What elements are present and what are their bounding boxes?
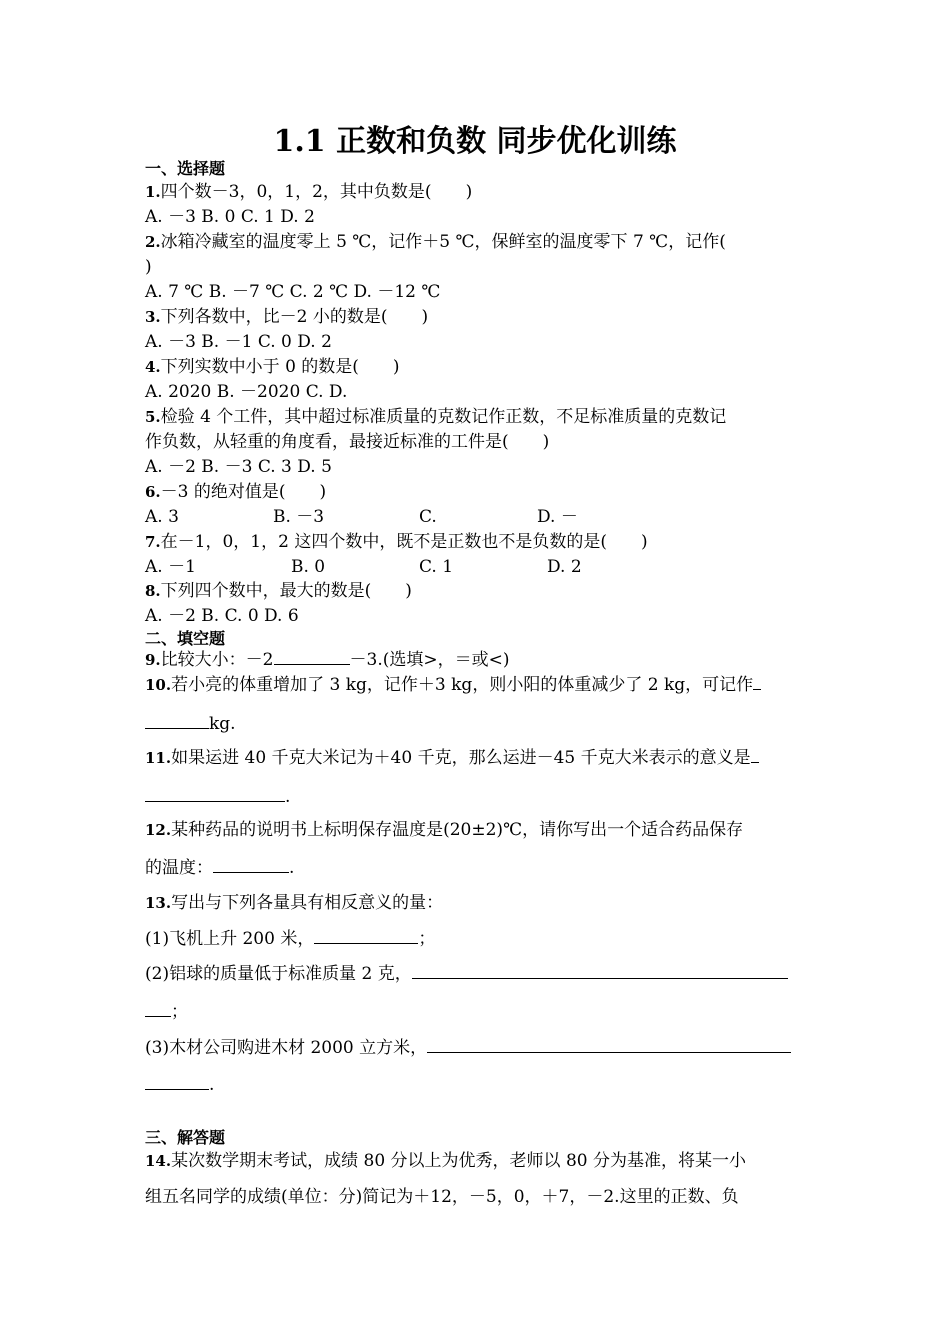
option-a: A. －1 xyxy=(145,557,196,577)
answer-blank[interactable] xyxy=(412,962,788,979)
question-text: 冰箱冷藏室的温度零上 5 ℃，记作＋5 ℃，保鲜室的温度零下 7 ℃，记作( xyxy=(160,232,726,252)
question-11 xyxy=(145,746,810,770)
question-12 xyxy=(145,818,810,842)
page-title: 1.1 正数和负数 同步优化训练 xyxy=(273,124,677,159)
answer-blank[interactable] xyxy=(753,673,761,690)
question-13-part-3-continued xyxy=(145,1073,810,1097)
question-number: 6. xyxy=(145,483,161,501)
question-1 xyxy=(145,180,810,204)
question-text: 检验 4 个工件，其中超过标准质量的克数记作正数，不足标准质量的克数记 xyxy=(160,407,727,427)
question-text: 下列四个数中，最大的数是( ) xyxy=(160,581,412,601)
question-13-part-2 xyxy=(145,962,810,986)
answer-blank[interactable] xyxy=(427,1036,791,1053)
question-13 xyxy=(145,891,810,915)
question-number: 10. xyxy=(145,676,172,694)
question-5 xyxy=(145,405,810,429)
option-a: A. 3 xyxy=(145,507,179,527)
question-6 xyxy=(145,480,810,504)
question-11-continued xyxy=(145,785,810,809)
end-punctuation: ； xyxy=(171,1002,188,1022)
question-text: 四个数－3，0，1，2，其中负数是( ) xyxy=(160,182,473,202)
question-8 xyxy=(145,579,810,603)
question-4 xyxy=(145,355,810,379)
answer-blank[interactable] xyxy=(213,856,289,873)
question-text-post: －3.(选填>，＝或<) xyxy=(349,650,510,670)
question-3-options: A. －3 B. －1 C. 0 D. 2 xyxy=(145,332,332,352)
question-2-continued: ) xyxy=(145,257,152,277)
part-text: (2)铝球的质量低于标准质量 2 克， xyxy=(145,964,412,984)
question-number: 3. xyxy=(145,308,161,326)
option-d: D. － xyxy=(537,507,578,527)
part-text: (3)木材公司购进木材 2000 立方米， xyxy=(145,1038,428,1058)
question-text: 下列各数中，比－2 小的数是( ) xyxy=(160,307,429,327)
question-7 xyxy=(145,530,810,554)
question-5-continued: 作负数，从轻重的角度看，最接近标准的工件是( ) xyxy=(145,432,550,452)
option-c: C. 1 xyxy=(419,557,454,577)
question-text: 的温度： xyxy=(145,858,213,878)
question-7-options xyxy=(145,555,810,579)
question-number: 5. xyxy=(145,408,161,426)
end-punctuation: . xyxy=(285,787,291,807)
question-3 xyxy=(145,305,810,329)
answer-blank[interactable] xyxy=(145,712,209,729)
question-text: 写出与下列各量具有相反意义的量： xyxy=(171,893,444,913)
end-punctuation: . xyxy=(289,858,295,878)
section-heading-choice: 一、选择题 xyxy=(145,159,226,178)
question-12-continued xyxy=(145,856,810,880)
question-number: 2. xyxy=(145,233,161,251)
question-14 xyxy=(145,1149,810,1173)
option-c: C. xyxy=(419,507,437,527)
question-text: 某次数学期末考试，成绩 80 分以上为优秀，老师以 80 分为基准，将某一小 xyxy=(171,1151,746,1171)
question-text: 如果运进 40 千克大米记为＋40 千克，那么运进－45 千克大米表示的意义是 xyxy=(171,748,751,768)
option-b: B. －3 xyxy=(273,507,325,527)
answer-blank[interactable] xyxy=(751,746,759,763)
question-text: 比较大小：－2 xyxy=(160,650,274,670)
answer-blank[interactable] xyxy=(314,927,418,944)
question-number: 8. xyxy=(145,582,161,600)
question-text: 下列实数中小于 0 的数是( ) xyxy=(160,357,400,377)
question-text: 在－1，0，1，2 这四个数中，既不是正数也不是负数的是( ) xyxy=(160,532,648,552)
question-10-continued xyxy=(145,712,810,736)
section-heading-fill: 二、填空题 xyxy=(145,629,226,648)
question-number: 4. xyxy=(145,358,161,376)
answer-blank[interactable] xyxy=(274,648,350,665)
end-punctuation: ； xyxy=(418,929,436,949)
unit-text: kg. xyxy=(209,714,236,734)
question-number: 7. xyxy=(145,533,161,551)
question-text: －3 的绝对值是( ) xyxy=(160,482,327,502)
answer-blank[interactable] xyxy=(145,1000,171,1017)
question-5-options: A. －2 B. －3 C. 3 D. 5 xyxy=(145,457,332,477)
option-d: D. 2 xyxy=(547,557,582,577)
question-8-options: A. －2 B. C. 0 D. 6 xyxy=(145,606,299,626)
question-number: 11. xyxy=(145,749,172,767)
answer-blank[interactable] xyxy=(145,785,285,802)
question-14-continued: 组五名同学的成绩(单位：分)简记为＋12，－5，0，＋7，－2.这里的正数、负 xyxy=(145,1187,739,1207)
answer-blank[interactable] xyxy=(145,1073,209,1090)
option-b: B. 0 xyxy=(291,557,326,577)
question-text: 某种药品的说明书上标明保存温度是(20±2)℃，请你写出一个适合药品保存 xyxy=(171,820,744,840)
question-9 xyxy=(145,648,810,672)
question-2 xyxy=(145,230,810,254)
question-number: 9. xyxy=(145,651,161,669)
question-13-part-3 xyxy=(145,1036,810,1060)
question-13-part-2-continued xyxy=(145,1000,810,1024)
section-heading-answer: 三、解答题 xyxy=(145,1128,226,1147)
question-13-part-1 xyxy=(145,927,810,951)
end-punctuation: . xyxy=(209,1075,215,1095)
question-number: 1. xyxy=(145,183,161,201)
question-number: 13. xyxy=(145,894,172,912)
part-text: (1)飞机上升 200 米， xyxy=(145,929,315,949)
question-4-options: A. 2020 B. －2020 C. D. xyxy=(145,382,348,402)
question-number: 14. xyxy=(145,1152,172,1170)
question-number: 12. xyxy=(145,821,172,839)
question-text: 若小亮的体重增加了 3 kg，记作＋3 kg，则小阳的体重减少了 2 kg，可记作 xyxy=(171,675,754,695)
question-6-options xyxy=(145,505,810,529)
question-2-options: A. 7 ℃ B. －7 ℃ C. 2 ℃ D. －12 ℃ xyxy=(145,282,441,302)
question-1-options: A. －3 B. 0 C. 1 D. 2 xyxy=(145,207,315,227)
question-10 xyxy=(145,673,810,697)
